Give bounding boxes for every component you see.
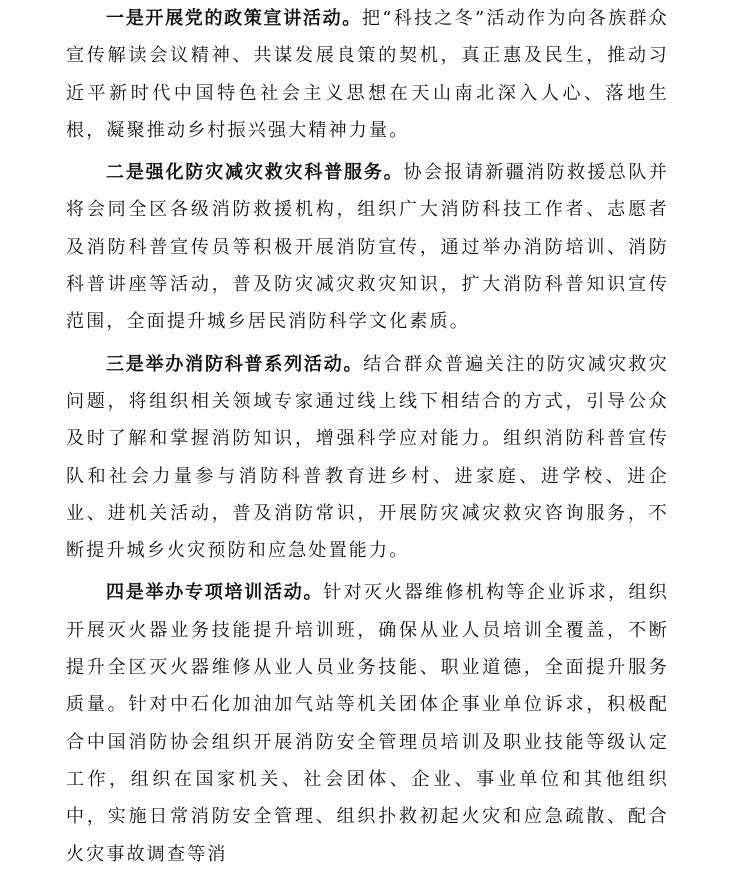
paragraph-4 bbox=[66, 574, 669, 872]
document-page bbox=[66, 0, 669, 873]
paragraph-body: 结合群众普遍关注的防灾减灾救灾问题，将组织相关领域专家通过线上线下相结合的方式，引导公众及时了解和掌握消防知识，增强科学应对能力。组织消防科普宣传队和社会力量参与消防科普教育进乡村、进家庭、进学校、进企业、进机关活动，普及消防常识，开展防灾减灾救灾咨询服务，不断提升城乡火灾预防和应急处置能力。 bbox=[66, 353, 669, 562]
paragraph-heading: 四是举办专项培训活动。 bbox=[106, 582, 324, 604]
paragraph-body: 协会报请新疆消防救援总队并将会同全区各级消防救援机构，组织广大消防科技工作者、志愿者及消防科普宣传员等积极开展消防宣传，通过举办消防培训、消防科普讲座等活动，普及防灾减灾救灾知识，扩大消防科普知识宣传范围，全面提升城乡居民消防科学文化素质。 bbox=[66, 162, 670, 333]
paragraph-heading: 二是强化防灾减灾救灾科普服务。 bbox=[106, 162, 404, 184]
paragraph-1 bbox=[66, 0, 669, 149]
paragraph-body: 针对灭火器维修机构等企业诉求，组织开展灭火器业务技能提升培训班，确保从业人员培训全覆盖，不断提升全区灭火器维修从业人员业务技能、职业道德，全面提升服务质量。针对中石化加油加气站等机关团体企事业单位诉求，积极配合中国消防协会组织开展消防安全管理员培训及职业技能等级认定工作，组织在国家机关、社会团体、企业、事业单位和其他组织中，实施日常消防安全管理、组织扑救初起火灾和应急疏散、配合火灾事故调查等消 bbox=[66, 582, 669, 865]
paragraph-2 bbox=[66, 154, 669, 340]
paragraph-body: 把“科技之冬”活动作为向各族群众宣传解读会议精神、共谋发展良策的契机，真正惠及民生，推动习近平新时代中国特色社会主义思想在天山南北深入人心、落地生根，凝聚推动乡村振兴强大精神力量。 bbox=[66, 8, 669, 141]
paragraph-heading: 三是举办消防科普系列活动。 bbox=[106, 353, 364, 375]
paragraph-3 bbox=[66, 346, 669, 570]
paragraph-heading: 一是开展党的政策宣讲活动。 bbox=[106, 8, 362, 29]
